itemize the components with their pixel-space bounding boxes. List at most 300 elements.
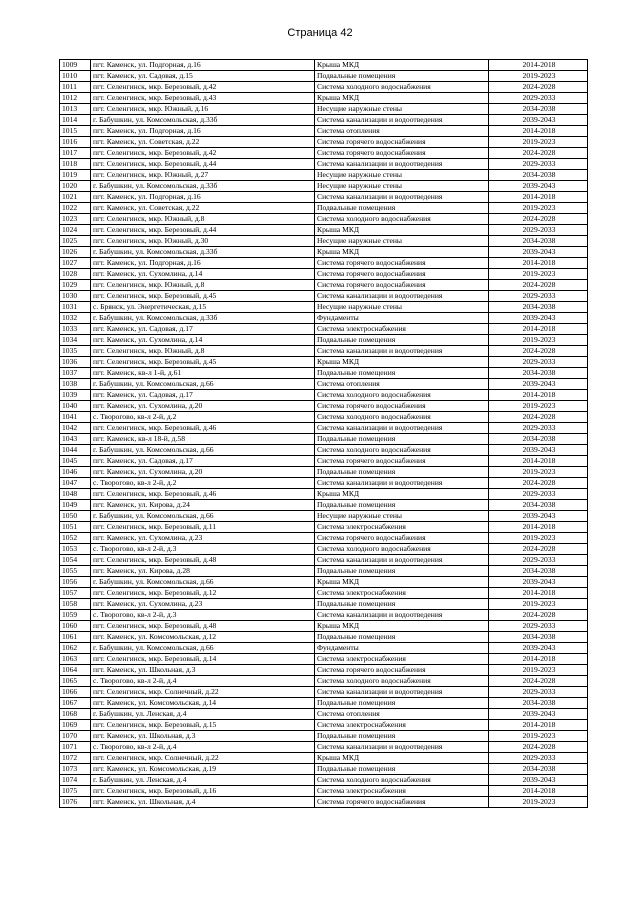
address-cell: пгт. Каменск, ул. Школьная, д.3 — [91, 665, 315, 676]
address-cell: г. Бабушкин, ул. Ленская, д.4 — [91, 775, 315, 786]
row-number-cell: 1048 — [60, 489, 91, 500]
repair-period-cell: 2014-2018 — [489, 786, 588, 797]
building-element-cell: Подвальные помещения — [315, 566, 489, 577]
repair-period-cell: 2014-2018 — [489, 192, 588, 203]
table-row — [60, 82, 588, 93]
row-number-cell: 1042 — [60, 423, 91, 434]
row-number-cell: 1053 — [60, 544, 91, 555]
building-element-cell: Система холодного водоснабжения — [315, 412, 489, 423]
address-cell: г. Бабушкин, ул. Комсомольская, д.33б — [91, 181, 315, 192]
address-cell: пгт. Каменск, ул. Садовая, д.15 — [91, 71, 315, 82]
building-element-cell: Система электроснабжения — [315, 654, 489, 665]
repair-period-cell: 2019-2023 — [489, 533, 588, 544]
row-number-cell: 1068 — [60, 709, 91, 720]
row-number-cell: 1050 — [60, 511, 91, 522]
table-row — [60, 687, 588, 698]
table-row — [60, 60, 588, 71]
row-number-cell: 1045 — [60, 456, 91, 467]
repair-period-cell: 2034-2038 — [489, 368, 588, 379]
table-row — [60, 588, 588, 599]
table-row — [60, 236, 588, 247]
building-element-cell: Несущие наружные стены — [315, 302, 489, 313]
address-cell: г. Бабушкин, ул. Комсомольская, д.33б — [91, 247, 315, 258]
building-element-cell: Фундаменты — [315, 313, 489, 324]
repair-period-cell: 2019-2023 — [489, 599, 588, 610]
address-cell: пгт. Каменск, ул. Подгорная, д.16 — [91, 126, 315, 137]
row-number-cell: 1029 — [60, 280, 91, 291]
repair-period-cell: 2039-2043 — [489, 577, 588, 588]
table-row — [60, 610, 588, 621]
registry-table-body — [60, 60, 588, 808]
repair-period-cell: 2019-2023 — [489, 731, 588, 742]
building-element-cell: Крыша МКД — [315, 489, 489, 500]
repair-period-cell: 2024-2028 — [489, 346, 588, 357]
row-number-cell: 1031 — [60, 302, 91, 313]
table-row — [60, 379, 588, 390]
repair-period-cell: 2024-2028 — [489, 214, 588, 225]
repair-period-cell: 2019-2023 — [489, 665, 588, 676]
repair-period-cell: 2019-2023 — [489, 269, 588, 280]
table-row — [60, 247, 588, 258]
building-element-cell: Система холодного водоснабжения — [315, 390, 489, 401]
row-number-cell: 1012 — [60, 93, 91, 104]
building-element-cell: Система холодного водоснабжения — [315, 544, 489, 555]
repair-period-cell: 2024-2028 — [489, 148, 588, 159]
table-row — [60, 522, 588, 533]
building-element-cell: Подвальные помещения — [315, 368, 489, 379]
table-row — [60, 533, 588, 544]
row-number-cell: 1076 — [60, 797, 91, 808]
row-number-cell: 1073 — [60, 764, 91, 775]
building-element-cell: Система канализации и водоотведения — [315, 159, 489, 170]
building-element-cell: Крыша МКД — [315, 621, 489, 632]
building-element-cell: Система холодного водоснабжения — [315, 82, 489, 93]
table-row — [60, 456, 588, 467]
building-element-cell: Подвальные помещения — [315, 467, 489, 478]
table-row — [60, 258, 588, 269]
address-cell: пгт. Каменск, ул. Кирова, д.28 — [91, 566, 315, 577]
table-row — [60, 654, 588, 665]
table-row — [60, 357, 588, 368]
address-cell: г. Бабушкин, ул. Комсомольская, д.66 — [91, 379, 315, 390]
row-number-cell: 1044 — [60, 445, 91, 456]
table-row — [60, 621, 588, 632]
address-cell: с. Творогово, кв-л 2-й, д.2 — [91, 478, 315, 489]
building-element-cell: Система горячего водоснабжения — [315, 456, 489, 467]
repair-period-cell: 2029-2033 — [489, 555, 588, 566]
table-row — [60, 324, 588, 335]
address-cell: г. Бабушкин, ул. Комсомольская, д.33б — [91, 115, 315, 126]
row-number-cell: 1027 — [60, 258, 91, 269]
building-element-cell: Подвальные помещения — [315, 632, 489, 643]
table-row — [60, 346, 588, 357]
repair-period-cell: 2014-2018 — [489, 720, 588, 731]
table-row — [60, 489, 588, 500]
repair-period-cell: 2034-2038 — [489, 104, 588, 115]
row-number-cell: 1052 — [60, 533, 91, 544]
address-cell: с. Творогово, кв-л 2-й, д.4 — [91, 676, 315, 687]
address-cell: г. Бабушкин, ул. Комсомольская, д.66 — [91, 577, 315, 588]
address-cell: пгт. Каменск, ул. Садовая, д.17 — [91, 390, 315, 401]
row-number-cell: 1015 — [60, 126, 91, 137]
row-number-cell: 1009 — [60, 60, 91, 71]
address-cell: пгт. Селенгинск, мкр. Южный, д.16 — [91, 104, 315, 115]
address-cell: пгт. Каменск, ул. Школьная, д.3 — [91, 731, 315, 742]
address-cell: пгт. Селенгинск, мкр. Березовый, д.11 — [91, 522, 315, 533]
row-number-cell: 1049 — [60, 500, 91, 511]
building-element-cell: Система канализации и водоотведения — [315, 192, 489, 203]
address-cell: пгт. Каменск, ул. Сухомлина, д.20 — [91, 401, 315, 412]
row-number-cell: 1033 — [60, 324, 91, 335]
table-row — [60, 445, 588, 456]
building-element-cell: Система электроснабжения — [315, 522, 489, 533]
table-row — [60, 566, 588, 577]
repair-period-cell: 2039-2043 — [489, 115, 588, 126]
repair-period-cell: 2019-2023 — [489, 401, 588, 412]
row-number-cell: 1041 — [60, 412, 91, 423]
repair-period-cell: 2029-2033 — [489, 753, 588, 764]
repair-period-cell: 2014-2018 — [489, 522, 588, 533]
repair-period-cell: 2039-2043 — [489, 709, 588, 720]
table-row — [60, 280, 588, 291]
building-element-cell: Подвальные помещения — [315, 599, 489, 610]
building-element-cell: Подвальные помещения — [315, 764, 489, 775]
table-row — [60, 467, 588, 478]
address-cell: г. Бабушкин, ул. Комсомольская, д.66 — [91, 511, 315, 522]
address-cell: пгт. Селенгинск, мкр. Березовый, д.44 — [91, 225, 315, 236]
building-element-cell: Система канализации и водоотведения — [315, 478, 489, 489]
address-cell: пгт. Селенгинск, мкр. Березовый, д.48 — [91, 555, 315, 566]
row-number-cell: 1023 — [60, 214, 91, 225]
table-row — [60, 511, 588, 522]
table-row — [60, 753, 588, 764]
building-element-cell: Фундаменты — [315, 643, 489, 654]
table-row — [60, 478, 588, 489]
row-number-cell: 1054 — [60, 555, 91, 566]
building-element-cell: Система канализации и водоотведения — [315, 115, 489, 126]
address-cell: пгт. Каменск, ул. Садовая, д.17 — [91, 456, 315, 467]
row-number-cell: 1019 — [60, 170, 91, 181]
building-element-cell: Система канализации и водоотведения — [315, 687, 489, 698]
building-element-cell: Система горячего водоснабжения — [315, 280, 489, 291]
row-number-cell: 1030 — [60, 291, 91, 302]
building-element-cell: Крыша МКД — [315, 753, 489, 764]
row-number-cell: 1065 — [60, 676, 91, 687]
row-number-cell: 1011 — [60, 82, 91, 93]
address-cell: пгт. Селенгинск, мкр. Березовый, д.46 — [91, 489, 315, 500]
table-row — [60, 203, 588, 214]
repair-period-cell: 2024-2028 — [489, 610, 588, 621]
row-number-cell: 1032 — [60, 313, 91, 324]
address-cell: пгт. Селенгинск, мкр. Березовый, д.44 — [91, 159, 315, 170]
row-number-cell: 1025 — [60, 236, 91, 247]
address-cell: пгт. Селенгинск, мкр. Южный, д.30 — [91, 236, 315, 247]
table-row — [60, 786, 588, 797]
row-number-cell: 1057 — [60, 588, 91, 599]
table-row — [60, 698, 588, 709]
address-cell: пгт. Каменск, ул. Школьная, д.4 — [91, 797, 315, 808]
address-cell: с. Творогово, кв-л 2-й, д.3 — [91, 610, 315, 621]
repair-period-cell: 2034-2038 — [489, 434, 588, 445]
table-row — [60, 665, 588, 676]
building-element-cell: Система холодного водоснабжения — [315, 214, 489, 225]
repair-period-cell: 2014-2018 — [489, 258, 588, 269]
repair-period-cell: 2024-2028 — [489, 478, 588, 489]
table-row — [60, 126, 588, 137]
table-row — [60, 390, 588, 401]
building-element-cell: Система электроснабжения — [315, 786, 489, 797]
address-cell: г. Бабушкин, ул. Комсомольская, д.66 — [91, 445, 315, 456]
address-cell: пгт. Селенгинск, мкр. Солнечный, д.22 — [91, 687, 315, 698]
building-element-cell: Система отопления — [315, 709, 489, 720]
address-cell: пгт. Селенгинск, мкр. Березовый, д.48 — [91, 621, 315, 632]
repair-period-cell: 2029-2033 — [489, 621, 588, 632]
address-cell: пгт. Селенгинск, мкр. Южный, д.8 — [91, 214, 315, 225]
address-cell: пгт. Каменск, ул. Комсомольская, д.14 — [91, 698, 315, 709]
repair-period-cell: 2014-2018 — [489, 390, 588, 401]
building-element-cell: Подвальные помещения — [315, 500, 489, 511]
address-cell: пгт. Селенгинск, мкр. Березовый, д.42 — [91, 82, 315, 93]
table-row — [60, 71, 588, 82]
building-element-cell: Система электроснабжения — [315, 720, 489, 731]
table-row — [60, 720, 588, 731]
row-number-cell: 1014 — [60, 115, 91, 126]
repair-period-cell: 2019-2023 — [489, 335, 588, 346]
row-number-cell: 1056 — [60, 577, 91, 588]
row-number-cell: 1043 — [60, 434, 91, 445]
building-element-cell: Крыша МКД — [315, 577, 489, 588]
repair-period-cell: 2014-2018 — [489, 60, 588, 71]
address-cell: пгт. Селенгинск, мкр. Березовый, д.15 — [91, 720, 315, 731]
repair-period-cell: 2034-2038 — [489, 764, 588, 775]
address-cell: пгт. Каменск, ул. Сухомлина, д.23 — [91, 599, 315, 610]
building-element-cell: Система канализации и водоотведения — [315, 610, 489, 621]
address-cell: пгт. Каменск, ул. Комсомольская, д.19 — [91, 764, 315, 775]
row-number-cell: 1035 — [60, 346, 91, 357]
building-element-cell: Подвальные помещения — [315, 731, 489, 742]
row-number-cell: 1074 — [60, 775, 91, 786]
row-number-cell: 1036 — [60, 357, 91, 368]
repair-period-cell: 2039-2043 — [489, 511, 588, 522]
row-number-cell: 1071 — [60, 742, 91, 753]
table-row — [60, 170, 588, 181]
repair-period-cell: 2014-2018 — [489, 456, 588, 467]
building-element-cell: Система горячего водоснабжения — [315, 258, 489, 269]
address-cell: пгт. Каменск, ул. Сухомлина, д.23 — [91, 533, 315, 544]
building-element-cell: Крыша МКД — [315, 357, 489, 368]
repair-period-cell: 2029-2033 — [489, 93, 588, 104]
address-cell: пгт. Каменск, кв-л 18-й, д.58 — [91, 434, 315, 445]
row-number-cell: 1028 — [60, 269, 91, 280]
building-element-cell: Несущие наружные стены — [315, 236, 489, 247]
row-number-cell: 1064 — [60, 665, 91, 676]
building-element-cell: Несущие наружные стены — [315, 170, 489, 181]
address-cell: пгт. Каменск, ул. Садовая, д.17 — [91, 324, 315, 335]
building-element-cell: Несущие наружные стены — [315, 104, 489, 115]
table-row — [60, 225, 588, 236]
building-element-cell: Подвальные помещения — [315, 698, 489, 709]
repair-period-cell: 2029-2033 — [489, 357, 588, 368]
address-cell: пгт. Селенгинск, мкр. Березовый, д.45 — [91, 291, 315, 302]
address-cell: г. Бабушкин, ул. Комсомольская, д.66 — [91, 643, 315, 654]
row-number-cell: 1063 — [60, 654, 91, 665]
repair-period-cell: 2014-2018 — [489, 126, 588, 137]
row-number-cell: 1017 — [60, 148, 91, 159]
table-row — [60, 500, 588, 511]
repair-period-cell: 2039-2043 — [489, 775, 588, 786]
building-element-cell: Подвальные помещения — [315, 203, 489, 214]
building-element-cell: Система горячего водоснабжения — [315, 401, 489, 412]
repair-period-cell: 2024-2028 — [489, 742, 588, 753]
building-element-cell: Подвальные помещения — [315, 71, 489, 82]
building-element-cell: Несущие наружные стены — [315, 511, 489, 522]
repair-period-cell: 2034-2038 — [489, 170, 588, 181]
row-number-cell: 1075 — [60, 786, 91, 797]
repair-period-cell: 2014-2018 — [489, 324, 588, 335]
row-number-cell: 1061 — [60, 632, 91, 643]
table-row — [60, 709, 588, 720]
table-row — [60, 764, 588, 775]
row-number-cell: 1018 — [60, 159, 91, 170]
table-row — [60, 577, 588, 588]
repair-period-cell: 2039-2043 — [489, 379, 588, 390]
building-element-cell: Несущие наружные стены — [315, 181, 489, 192]
repair-period-cell: 2034-2038 — [489, 302, 588, 313]
repair-period-cell: 2024-2028 — [489, 280, 588, 291]
building-element-cell: Система электроснабжения — [315, 588, 489, 599]
building-element-cell: Крыша МКД — [315, 225, 489, 236]
repair-period-cell: 2024-2028 — [489, 82, 588, 93]
repair-period-cell: 2029-2033 — [489, 687, 588, 698]
row-number-cell: 1022 — [60, 203, 91, 214]
table-row — [60, 423, 588, 434]
repair-period-cell: 2039-2043 — [489, 445, 588, 456]
building-element-cell: Система горячего водоснабжения — [315, 665, 489, 676]
repair-period-cell: 2014-2018 — [489, 654, 588, 665]
address-cell: пгт. Каменск, ул. Советская, д.22 — [91, 137, 315, 148]
building-element-cell: Система канализации и водоотведения — [315, 742, 489, 753]
building-element-cell: Система холодного водоснабжения — [315, 445, 489, 456]
row-number-cell: 1055 — [60, 566, 91, 577]
repair-period-cell: 2019-2023 — [489, 797, 588, 808]
address-cell: пгт. Селенгинск, мкр. Березовый, д.43 — [91, 93, 315, 104]
repair-period-cell: 2029-2033 — [489, 489, 588, 500]
repair-period-cell: 2019-2023 — [489, 71, 588, 82]
table-row — [60, 632, 588, 643]
address-cell: пгт. Каменск, ул. Кирова, д.24 — [91, 500, 315, 511]
table-row — [60, 643, 588, 654]
table-row — [60, 159, 588, 170]
row-number-cell: 1039 — [60, 390, 91, 401]
address-cell: пгт. Селенгинск, мкр. Южный, д.8 — [91, 346, 315, 357]
repair-period-cell: 2014-2018 — [489, 588, 588, 599]
repair-period-cell: 2039-2043 — [489, 313, 588, 324]
building-element-cell: Система канализации и водоотведения — [315, 291, 489, 302]
table-row — [60, 676, 588, 687]
table-row — [60, 368, 588, 379]
building-element-cell: Система горячего водоснабжения — [315, 269, 489, 280]
row-number-cell: 1059 — [60, 610, 91, 621]
table-row — [60, 731, 588, 742]
table-row — [60, 555, 588, 566]
repair-period-cell: 2034-2038 — [489, 500, 588, 511]
page-title: Страница 42 — [287, 27, 353, 39]
address-cell: пгт. Селенгинск, мкр. Березовый, д.16 — [91, 786, 315, 797]
row-number-cell: 1034 — [60, 335, 91, 346]
row-number-cell: 1046 — [60, 467, 91, 478]
address-cell: пгт. Селенгинск, мкр. Березовый, д.14 — [91, 654, 315, 665]
building-element-cell: Система канализации и водоотведения — [315, 555, 489, 566]
table-row — [60, 412, 588, 423]
table-row — [60, 192, 588, 203]
building-element-cell: Система горячего водоснабжения — [315, 533, 489, 544]
table-row — [60, 93, 588, 104]
address-cell: пгт. Каменск, ул. Подгорная, д.16 — [91, 258, 315, 269]
repair-registry-table — [59, 59, 588, 808]
repair-period-cell: 2024-2028 — [489, 676, 588, 687]
address-cell: с. Творогово, кв-л 2-й, д.2 — [91, 412, 315, 423]
address-cell: пгт. Каменск, ул. Сухомлина, д.20 — [91, 467, 315, 478]
repair-period-cell: 2039-2043 — [489, 181, 588, 192]
table-row — [60, 291, 588, 302]
table-row — [60, 313, 588, 324]
repair-period-cell: 2034-2038 — [489, 698, 588, 709]
row-number-cell: 1020 — [60, 181, 91, 192]
row-number-cell: 1072 — [60, 753, 91, 764]
address-cell: пгт. Каменск, ул. Сухомлина, д.14 — [91, 335, 315, 346]
address-cell: с. Брянск, ул. Энергетическая, д.15 — [91, 302, 315, 313]
building-element-cell: Крыша МКД — [315, 247, 489, 258]
row-number-cell: 1051 — [60, 522, 91, 533]
row-number-cell: 1016 — [60, 137, 91, 148]
address-cell: пгт. Каменск, кв-л 1-й, д.61 — [91, 368, 315, 379]
address-cell: пгт. Каменск, ул. Подгорная, д.16 — [91, 192, 315, 203]
repair-period-cell: 2019-2023 — [489, 467, 588, 478]
table-row — [60, 104, 588, 115]
address-cell: с. Творогово, кв-л 2-й, д.3 — [91, 544, 315, 555]
table-row — [60, 181, 588, 192]
table-row — [60, 401, 588, 412]
row-number-cell: 1026 — [60, 247, 91, 258]
row-number-cell: 1058 — [60, 599, 91, 610]
table-row — [60, 335, 588, 346]
building-element-cell: Подвальные помещения — [315, 335, 489, 346]
table-row — [60, 115, 588, 126]
repair-period-cell: 2029-2033 — [489, 225, 588, 236]
repair-period-cell: 2029-2033 — [489, 423, 588, 434]
row-number-cell: 1070 — [60, 731, 91, 742]
row-number-cell: 1021 — [60, 192, 91, 203]
table-row — [60, 302, 588, 313]
row-number-cell: 1069 — [60, 720, 91, 731]
row-number-cell: 1010 — [60, 71, 91, 82]
repair-period-cell: 2034-2038 — [489, 566, 588, 577]
building-element-cell: Система канализации и водоотведения — [315, 423, 489, 434]
row-number-cell: 1067 — [60, 698, 91, 709]
building-element-cell: Подвальные помещения — [315, 434, 489, 445]
building-element-cell: Система отопления — [315, 379, 489, 390]
building-element-cell: Система горячего водоснабжения — [315, 137, 489, 148]
repair-period-cell: 2039-2043 — [489, 247, 588, 258]
row-number-cell: 1024 — [60, 225, 91, 236]
building-element-cell: Система холодного водоснабжения — [315, 676, 489, 687]
table-row — [60, 775, 588, 786]
address-cell: с. Творогово, кв-л 2-й, д.4 — [91, 742, 315, 753]
row-number-cell: 1040 — [60, 401, 91, 412]
building-element-cell: Система холодного водоснабжения — [315, 775, 489, 786]
building-element-cell: Система горячего водоснабжения — [315, 797, 489, 808]
row-number-cell: 1062 — [60, 643, 91, 654]
